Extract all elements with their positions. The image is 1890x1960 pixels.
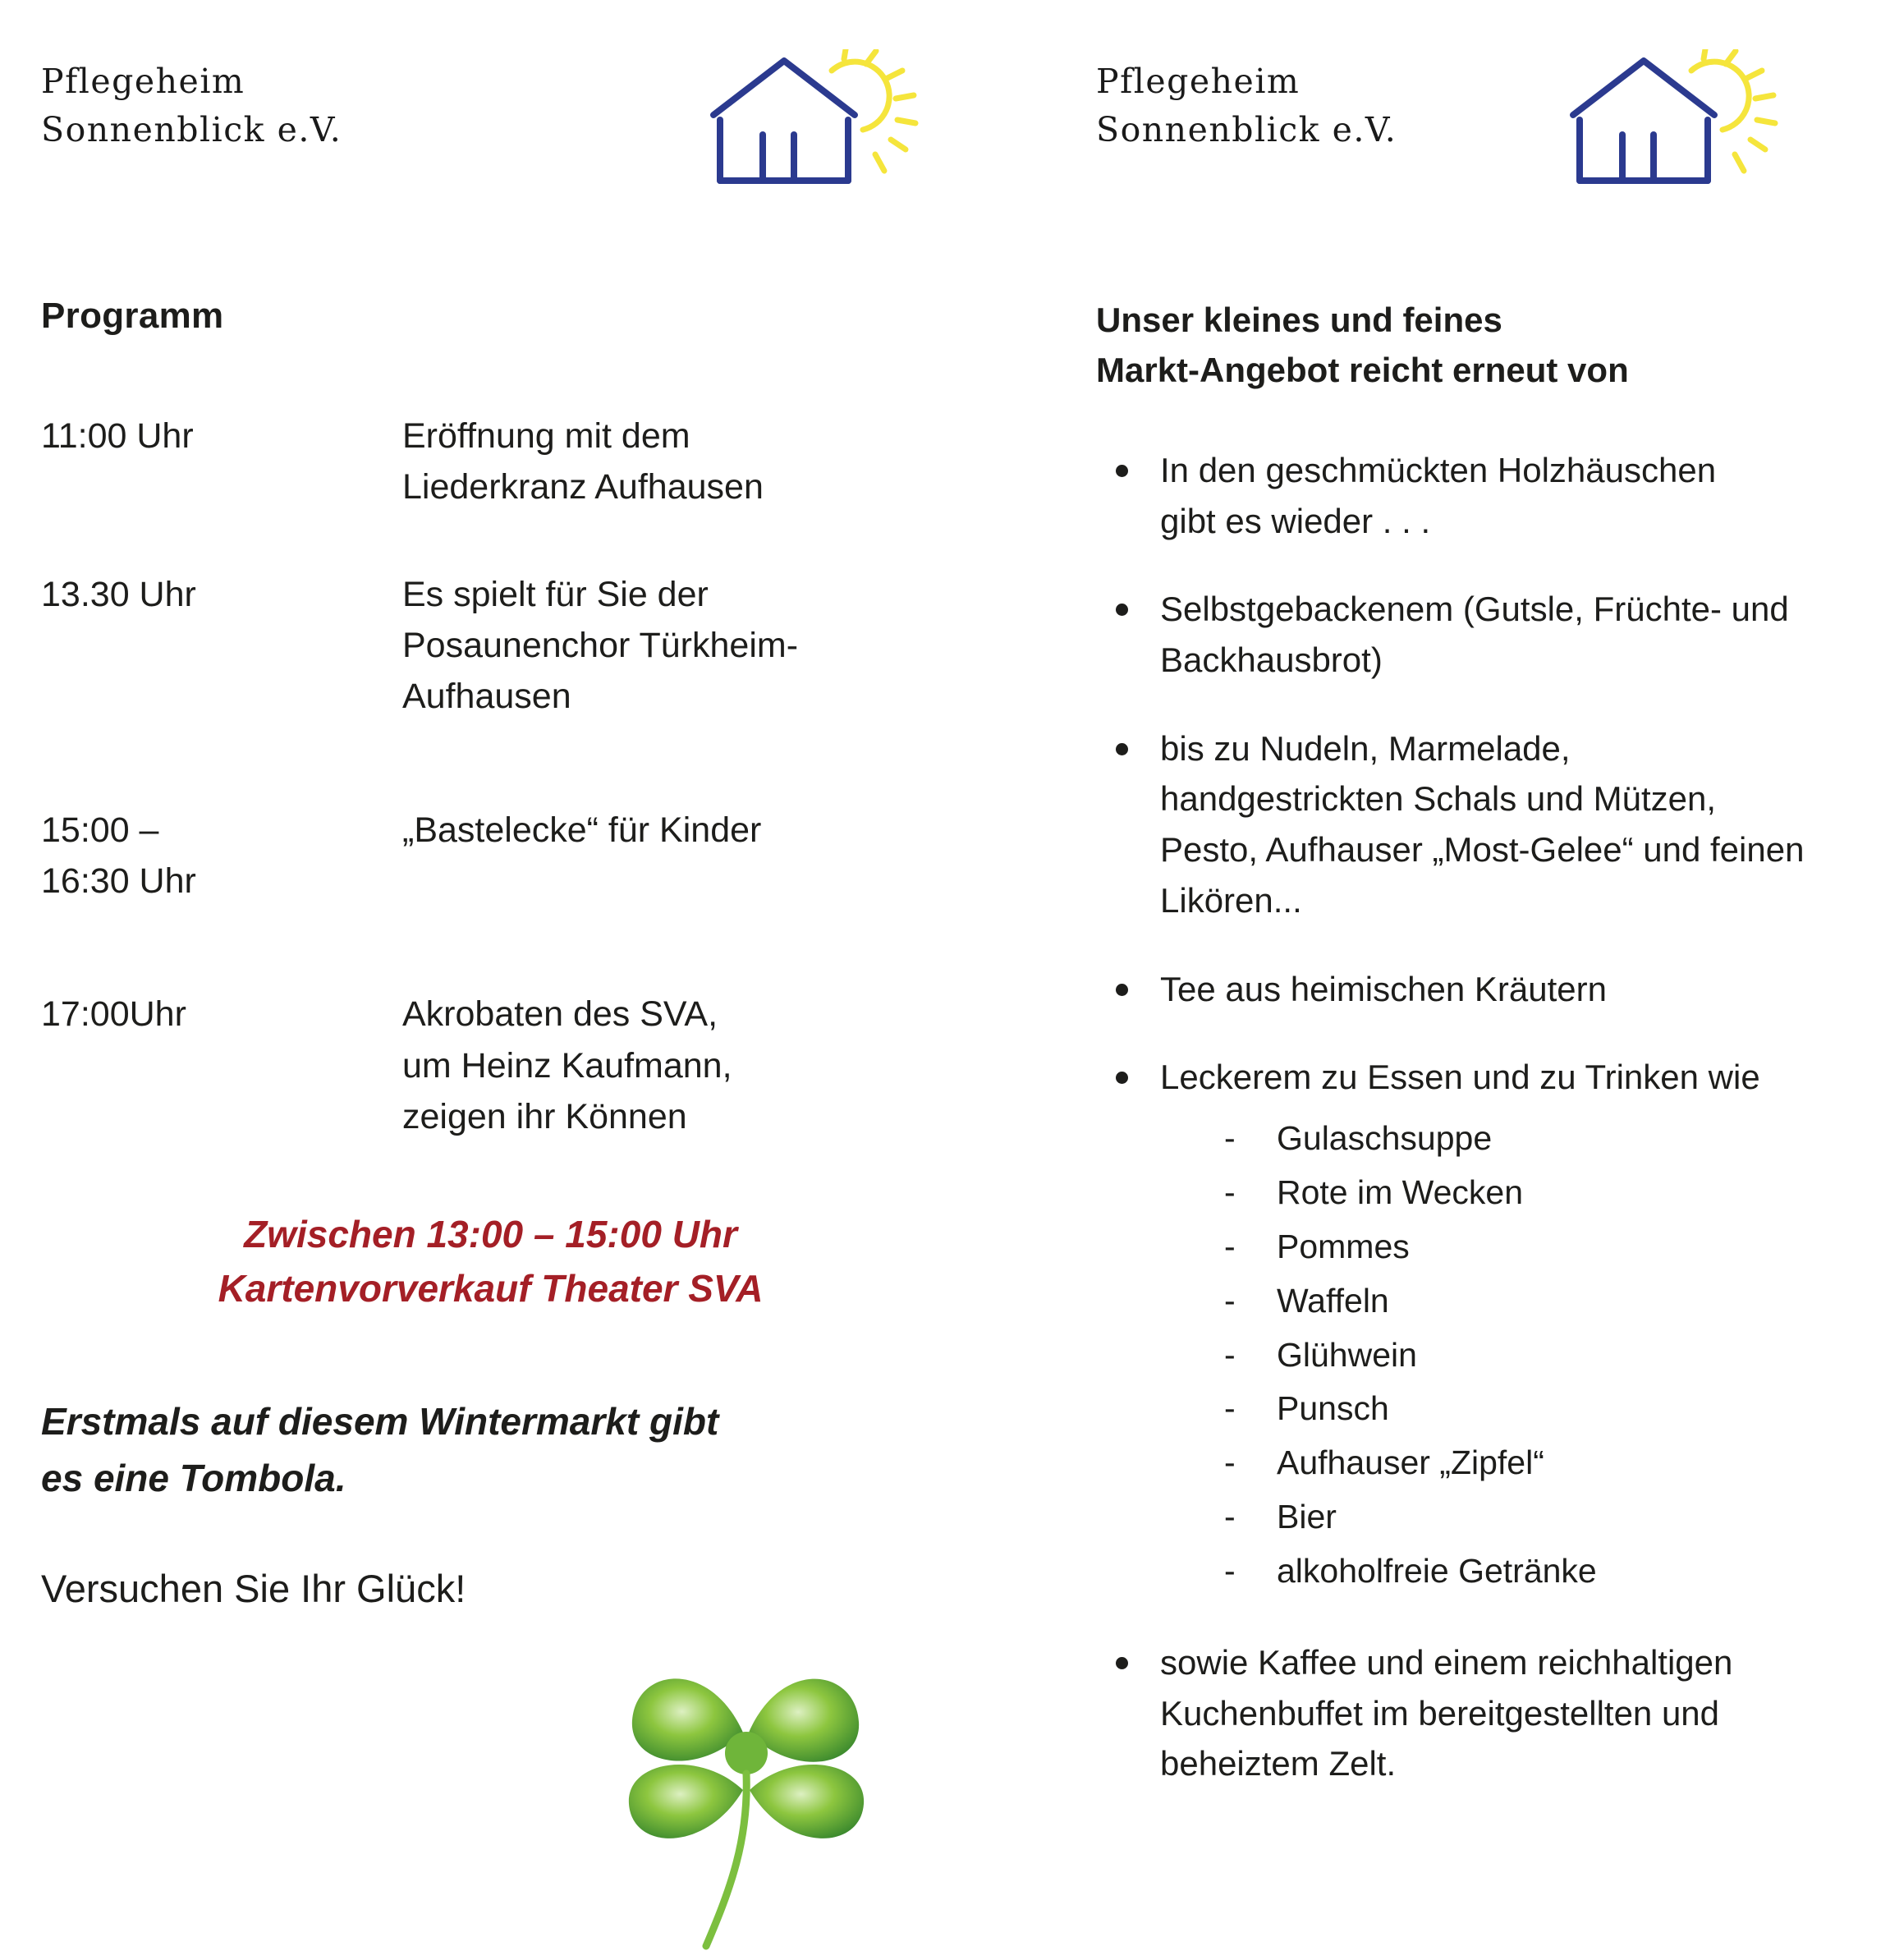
bullet-line: In den geschmückten Holzhäuschen <box>1160 450 1717 489</box>
list-item: - Waffeln <box>1218 1283 1857 1320</box>
market-offer-intro-line1: Unser kleines und feines <box>1096 301 1502 339</box>
organization-name-line2: Sonnenblick e.V. <box>1096 110 1397 150</box>
list-item: - Rote im Wecken <box>1218 1175 1857 1211</box>
schedule-desc-line: Aufhausen <box>402 677 571 717</box>
bullet-line: gibt es wieder . . . <box>1160 501 1431 540</box>
list-item: - Gulaschsuppe <box>1218 1121 1857 1157</box>
program-schedule <box>41 411 973 1142</box>
schedule-desc-line: um Heinz Kaufmann, <box>402 1045 732 1086</box>
list-item <box>1096 1052 1857 1589</box>
ticket-presale-highlight <box>74 1208 907 1315</box>
list-item: - Pommes <box>1218 1229 1857 1265</box>
list-item: - Punsch <box>1218 1391 1857 1427</box>
schedule-row <box>41 569 973 723</box>
market-offer-intro <box>1096 296 1857 396</box>
bullet-line: Kuchenbuffet im bereitgestellten und <box>1160 1693 1720 1733</box>
schedule-desc-line: „Bastelecke“ für Kinder <box>402 810 762 850</box>
ticket-presale-line1: Zwischen 13:00 – 15:00 Uhr <box>244 1213 737 1256</box>
schedule-desc-line: zeigen ihr Können <box>402 1097 687 1137</box>
list-item <box>1096 1637 1857 1789</box>
list-item <box>1096 445 1857 546</box>
good-luck-text: Versuchen Sie Ihr Glück! <box>41 1567 466 1611</box>
letterhead-left <box>41 57 973 230</box>
schedule-desc-line: Eröffnung mit dem <box>402 416 690 456</box>
schedule-time-line: 15:00 – <box>41 810 159 850</box>
letterhead-right <box>1096 57 1857 230</box>
list-item <box>1096 964 1857 1015</box>
bullet-line: beheiztem Zelt. <box>1160 1744 1397 1783</box>
list-item: - Glühwein <box>1218 1338 1857 1374</box>
schedule-time: 11:00 Uhr <box>41 416 194 456</box>
bullet-line: Tee aus heimischen Kräutern <box>1160 969 1607 1008</box>
schedule-time: 17:00Uhr <box>41 994 186 1035</box>
list-item: - Aufhauser „Zipfel“ <box>1218 1445 1857 1481</box>
tombola-line1: Erstmals auf diesem Wintermarkt gibt <box>41 1400 719 1444</box>
bullet-line: sowie Kaffee und einem reichhaltigen <box>1160 1642 1733 1682</box>
list-item: - Bier <box>1218 1499 1857 1535</box>
schedule-description <box>402 569 798 723</box>
tombola-announcement <box>41 1393 924 1507</box>
house-with-sun-icon <box>702 49 948 213</box>
list-item <box>1096 723 1857 926</box>
schedule-description <box>402 989 732 1142</box>
schedule-time-line: 16:30 Uhr <box>41 861 196 902</box>
organization-name-line2: Sonnenblick e.V. <box>41 110 342 150</box>
bullet-line: Likören... <box>1160 880 1302 920</box>
list-item: - alkoholfreie Getränke <box>1218 1554 1857 1590</box>
bullet-line: Pesto, Aufhauser „Most-Gelee“ und feinen <box>1160 830 1805 870</box>
schedule-description <box>402 805 761 907</box>
bullet-line: handgestrickten Schals und Mützen, <box>1160 779 1717 819</box>
bullet-line: Leckerem zu Essen und zu Trinken wie <box>1160 1058 1760 1097</box>
schedule-desc-line: Akrobaten des SVA, <box>402 994 718 1035</box>
tombola-line2: es eine Tombola. <box>41 1457 346 1500</box>
ticket-presale-line2: Kartenvorverkauf Theater SVA <box>218 1266 764 1310</box>
schedule-desc-line: Liederkranz Aufhausen <box>402 467 764 507</box>
bullet-line: bis zu Nudeln, Marmelade, <box>1160 728 1571 768</box>
program-title: Programm <box>41 296 224 336</box>
bullet-line: Backhausbrot) <box>1160 640 1383 679</box>
schedule-description <box>402 411 764 513</box>
four-leaf-clover-icon <box>608 1609 887 1954</box>
schedule-row <box>41 411 973 513</box>
right-column <box>973 0 1890 1960</box>
organization-name-line1: Pflegeheim <box>1096 62 1301 101</box>
schedule-time <box>41 805 402 907</box>
bullet-line: Selbstgebackenem (Gutsle, Früchte- und <box>1160 590 1789 629</box>
market-offer-list <box>1096 445 1857 1789</box>
market-offer-intro-line2: Markt-Angebot reicht erneut von <box>1096 350 1629 389</box>
organization-name-line1: Pflegeheim <box>41 62 245 101</box>
schedule-desc-line: Es spielt für Sie der <box>402 574 709 614</box>
schedule-row <box>41 805 973 907</box>
schedule-time: 13.30 Uhr <box>41 574 196 614</box>
schedule-desc-line: Posaunenchor Türkheim- <box>402 626 799 666</box>
schedule-row <box>41 989 973 1142</box>
house-with-sun-icon <box>1562 49 1808 213</box>
food-and-drink-sublist <box>1160 1121 1857 1590</box>
list-item <box>1096 584 1857 685</box>
